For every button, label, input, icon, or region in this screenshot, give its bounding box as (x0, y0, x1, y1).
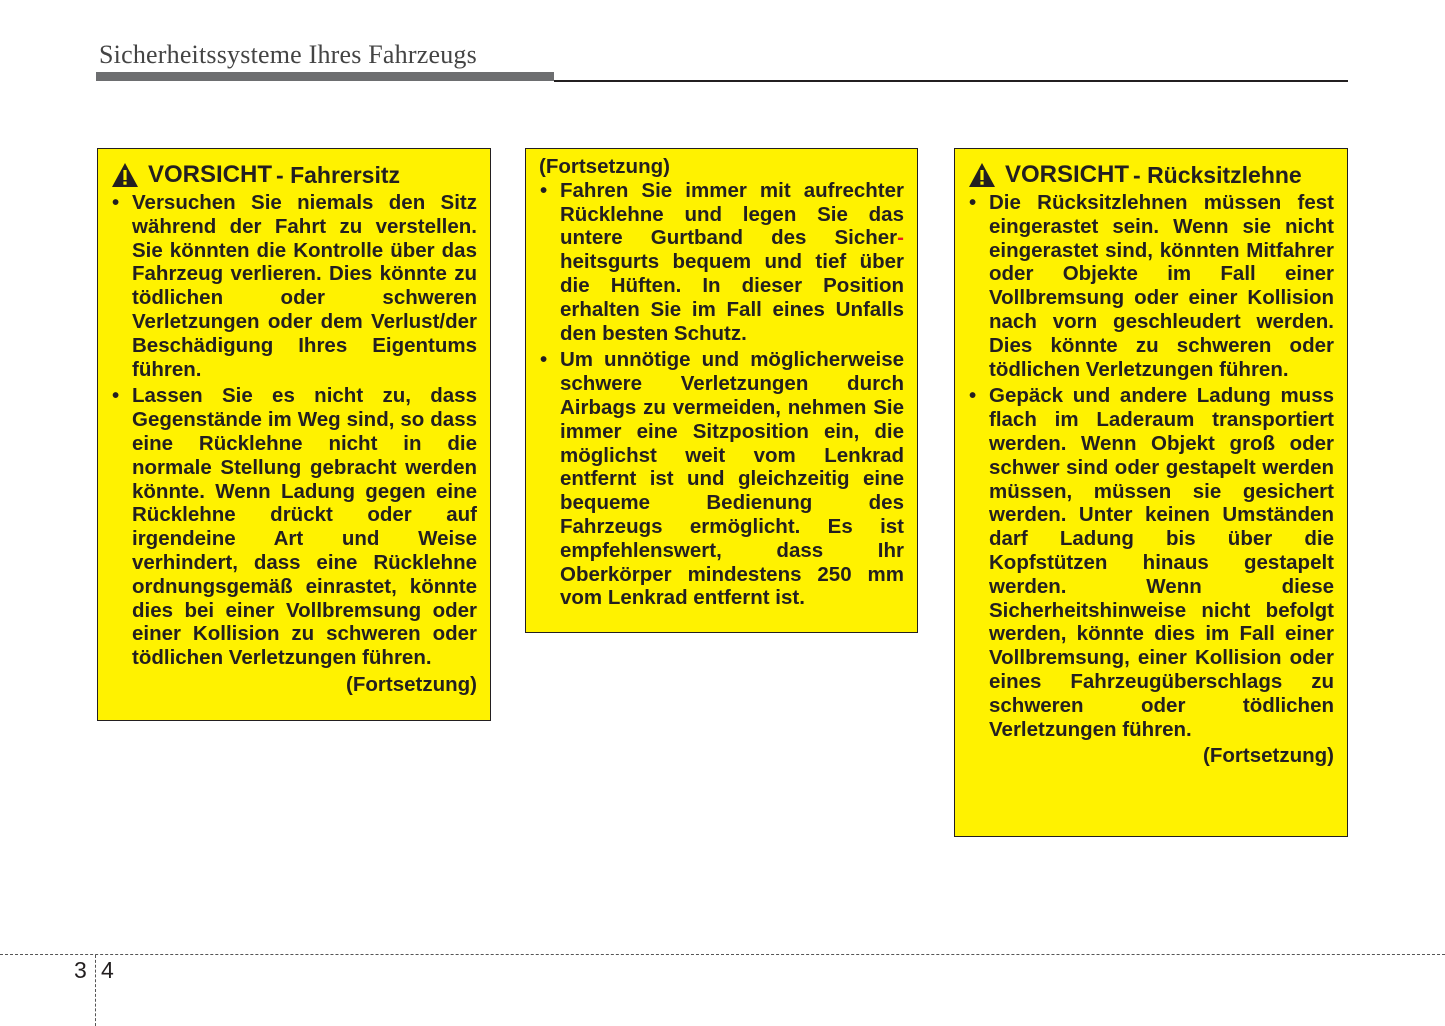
chapter-number: 3 (74, 957, 87, 983)
page-number: 4 (101, 957, 114, 983)
caution-box-rear-seatback (954, 148, 1348, 837)
continuation-label: (Fortsetzung) (346, 672, 477, 696)
caution-item: • Die Rücksitzlehnen müssen fest eingerastet sein. Wenn sie nicht eingerastet sind, könnten Mitfahrer oder Objekte im Fall einer Vollbremsung oder einer Kollision nach vorn geschleudert werden. Dies könnte zu schweren oder tödlichen Verletzungen führen. (968, 191, 1334, 381)
caution-item-text: heitsgurts bequem und tief über die Hüften. In dieser Position erhalten Sie im Fall eines Unfalls den besten Schutz. (560, 250, 904, 345)
caution-item: • Um unnötige und möglicherweise schwere Verletzungen durch Airbags zu vermeiden, nehmen Sie immer eine Sitzposition ein, die möglichst weit vom Lenkrad entfernt ist und gleichzeitig eine bequeme Bedienung des Fahrzeugs ermöglicht. Es ist empfehlenswert, dass Ihr Oberkörper mindestens 250 mm vom Lenkrad entfernt ist. (539, 348, 904, 610)
warning-triangle-icon (111, 162, 139, 188)
header-rule (554, 80, 1348, 82)
caution-title (111, 161, 477, 189)
caution-list (968, 191, 1334, 741)
caution-title-sub: - Fahrersitz (276, 162, 400, 188)
caution-title (968, 161, 1334, 189)
warning-triangle-icon (968, 162, 996, 188)
caution-box-driver-seat (97, 148, 491, 721)
caution-list (539, 179, 904, 610)
caution-item: • Gepäck und andere Ladung muss flach im Laderaum transportiert werden. Wenn Objekt groß oder schwer sind oder gestapelt werden müssen, müssen sie gesichert werden. Unter keinen Umständen darf Ladung bis über die Kopfstützen hinaus gestapelt werden. Wenn diese Sicherheitshinweise nicht befolgt werden, könnte dies im Fall einer Vollbremsung, einer Kollision oder eines Fahrzeugüberschlags zu schweren oder tödlichen Verletzungen führen. (968, 384, 1334, 741)
header-bar (96, 72, 554, 81)
page-header-title: Sicherheitssysteme Ihres Fahrzeugs (99, 40, 477, 69)
caution-item: • Lassen Sie es nicht zu, dass Gegenstände im Weg sind, so dass eine Rücklehne nicht in die normale Stellung gebracht werden könnte. Wenn Ladung gegen eine Rücklehne drückt oder auf irgendeine Art und Weise verhindert, dass eine Rücklehne ordnungsgemäß einrastet, könnte dies bei einer Vollbremsung oder einer Kollision zu schweren oder tödlichen Verletzungen führen. (111, 384, 477, 670)
caution-item-text: Fahren Sie immer mit aufrechter Rücklehne und legen Sie das untere Gurtband des Sicher (560, 178, 904, 250)
caution-title-main: VORSICHT (148, 161, 273, 188)
caution-title-main: VORSICHT (1005, 161, 1130, 188)
caution-title-sub: - Rücksitzlehne (1133, 162, 1302, 188)
continuation-label: (Fortsetzung) (1203, 744, 1334, 768)
caution-list (111, 191, 477, 670)
caution-box-continued (525, 148, 918, 633)
caution-item: • Versuchen Sie niemals den Sitz während der Fahrt zu verstellen. Sie könnten die Kontrolle über das Fahrzeug verlieren. Dies könnte zu tödlichen oder schweren Verletzungen oder dem Verlust/der Beschädigung Ihres Eigentums führen. (111, 191, 477, 381)
footer-dashed-rule (0, 954, 1445, 955)
hyphen-mark: - (897, 226, 904, 250)
continuation-label-top: (Fortsetzung) (539, 155, 670, 178)
footer-dashed-divider (95, 955, 96, 1026)
caution-item (539, 179, 904, 346)
